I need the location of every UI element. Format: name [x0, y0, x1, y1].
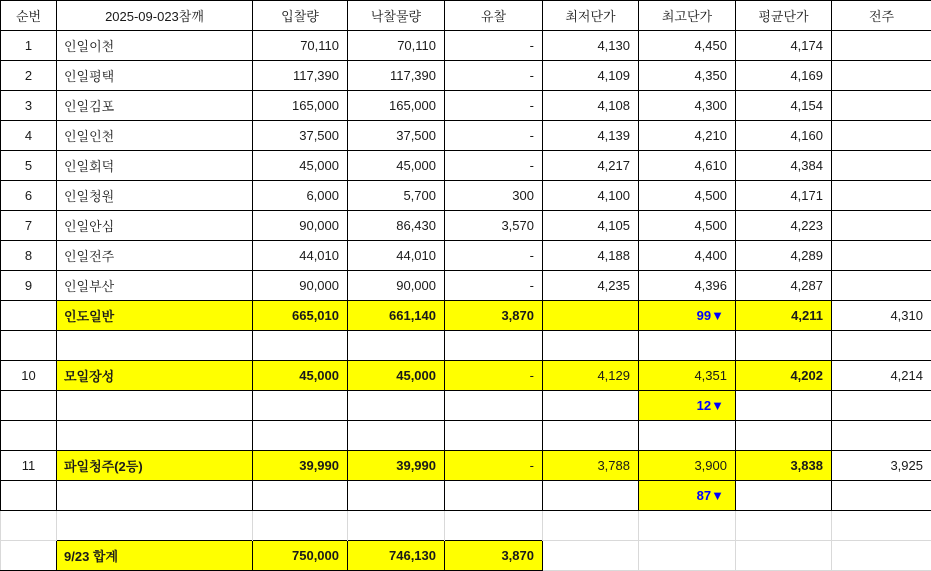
cell-r0-min[interactable]: 4,130 [543, 31, 639, 61]
table-row-data-6 [1, 211, 931, 241]
cell-r15-max[interactable]: 87▼ [639, 481, 736, 511]
cell-r13-name[interactable] [57, 421, 253, 451]
cell-r6-bid[interactable]: 90,000 [253, 211, 348, 241]
cell-r10-bid[interactable] [253, 331, 348, 361]
header-cell-prev[interactable]: 전주 [832, 1, 931, 31]
cell-r13-won[interactable] [348, 421, 445, 451]
table-row-gap-16 [1, 511, 931, 541]
cell-r8-won[interactable]: 90,000 [348, 271, 445, 301]
cell-r16-no[interactable] [1, 511, 57, 541]
cell-r1-max[interactable]: 4,350 [639, 61, 736, 91]
cell-r11-won[interactable]: 45,000 [348, 361, 445, 391]
table-row-data-8 [1, 271, 931, 301]
cell-r16-max[interactable] [639, 511, 736, 541]
table-row-delta-12 [1, 391, 931, 421]
table-row-data-2 [1, 91, 931, 121]
cell-r5-prev[interactable] [832, 181, 931, 211]
cell-r0-prev[interactable] [832, 31, 931, 61]
cell-r9-avg[interactable]: 4,211 [736, 301, 832, 331]
cell-r17-failed[interactable]: 3,870 [445, 541, 543, 571]
table-row-data-5 [1, 181, 931, 211]
cell-r3-failed[interactable]: - [445, 121, 543, 151]
cell-r1-avg[interactable]: 4,169 [736, 61, 832, 91]
header-cell-min[interactable]: 최저단가 [543, 1, 639, 31]
cell-r9-max[interactable]: 99▼ [639, 301, 736, 331]
cell-r6-failed[interactable]: 3,570 [445, 211, 543, 241]
cell-r16-min[interactable] [543, 511, 639, 541]
cell-r1-won[interactable]: 117,390 [348, 61, 445, 91]
cell-r13-failed[interactable] [445, 421, 543, 451]
cell-r2-name[interactable]: 인일김포 [57, 91, 253, 121]
cell-r1-bid[interactable]: 117,390 [253, 61, 348, 91]
cell-r12-max[interactable]: 12▼ [639, 391, 736, 421]
cell-r13-max[interactable] [639, 421, 736, 451]
cell-r16-failed[interactable] [445, 511, 543, 541]
cell-r9-prev[interactable]: 4,310 [832, 301, 931, 331]
cell-r5-no[interactable]: 6 [1, 181, 57, 211]
cell-r4-bid[interactable]: 45,000 [253, 151, 348, 181]
cell-r11-name[interactable]: 모일장성 [57, 361, 253, 391]
cell-r13-prev[interactable] [832, 421, 931, 451]
cell-r9-won[interactable]: 661,140 [348, 301, 445, 331]
cell-r3-prev[interactable] [832, 121, 931, 151]
cell-r6-min[interactable]: 4,105 [543, 211, 639, 241]
cell-r7-min[interactable]: 4,188 [543, 241, 639, 271]
cell-r14-min[interactable]: 3,788 [543, 451, 639, 481]
cell-r14-bid[interactable]: 39,990 [253, 451, 348, 481]
cell-r3-min[interactable]: 4,139 [543, 121, 639, 151]
cell-r0-no[interactable]: 1 [1, 31, 57, 61]
cell-r2-avg[interactable]: 4,154 [736, 91, 832, 121]
cell-r1-min[interactable]: 4,109 [543, 61, 639, 91]
cell-r4-max[interactable]: 4,610 [639, 151, 736, 181]
header-cell-name[interactable]: 2025-09-023참깨 [57, 1, 253, 31]
cell-r15-won[interactable] [348, 481, 445, 511]
cell-r14-failed[interactable]: - [445, 451, 543, 481]
cell-r4-prev[interactable] [832, 151, 931, 181]
cell-r5-max[interactable]: 4,500 [639, 181, 736, 211]
cell-r7-name[interactable]: 인일전주 [57, 241, 253, 271]
cell-r5-min[interactable]: 4,100 [543, 181, 639, 211]
table-row-data-3 [1, 121, 931, 151]
table-row-data-7 [1, 241, 931, 271]
cell-r8-bid[interactable]: 90,000 [253, 271, 348, 301]
header-cell-failed[interactable]: 유찰 [445, 1, 543, 31]
cell-r6-prev[interactable] [832, 211, 931, 241]
cell-r2-min[interactable]: 4,108 [543, 91, 639, 121]
cell-r17-max[interactable] [639, 541, 736, 571]
cell-r5-avg[interactable]: 4,171 [736, 181, 832, 211]
cell-r15-bid[interactable] [253, 481, 348, 511]
cell-r2-failed[interactable]: - [445, 91, 543, 121]
cell-r6-max[interactable]: 4,500 [639, 211, 736, 241]
cell-r3-no[interactable]: 4 [1, 121, 57, 151]
table-row-data-1 [1, 61, 931, 91]
cell-r17-won[interactable]: 746,130 [348, 541, 445, 571]
cell-r13-no[interactable] [1, 421, 57, 451]
cell-r10-max[interactable] [639, 331, 736, 361]
cell-r3-avg[interactable]: 4,160 [736, 121, 832, 151]
cell-r2-won[interactable]: 165,000 [348, 91, 445, 121]
cell-r10-won[interactable] [348, 331, 445, 361]
cell-r7-prev[interactable] [832, 241, 931, 271]
cell-r13-avg[interactable] [736, 421, 832, 451]
cell-r4-no[interactable]: 5 [1, 151, 57, 181]
cell-r12-min[interactable] [543, 391, 639, 421]
cell-r2-max[interactable]: 4,300 [639, 91, 736, 121]
cell-r0-bid[interactable]: 70,110 [253, 31, 348, 61]
cell-r15-failed[interactable] [445, 481, 543, 511]
cell-r12-avg[interactable] [736, 391, 832, 421]
cell-r6-won[interactable]: 86,430 [348, 211, 445, 241]
cell-r14-prev[interactable]: 3,925 [832, 451, 931, 481]
header-cell-max[interactable]: 최고단가 [639, 1, 736, 31]
cell-r16-bid[interactable] [253, 511, 348, 541]
cell-r10-no[interactable] [1, 331, 57, 361]
cell-r16-avg[interactable] [736, 511, 832, 541]
cell-r0-max[interactable]: 4,450 [639, 31, 736, 61]
cell-r9-failed[interactable]: 3,870 [445, 301, 543, 331]
cell-r1-prev[interactable] [832, 61, 931, 91]
cell-r8-no[interactable]: 9 [1, 271, 57, 301]
cell-r2-bid[interactable]: 165,000 [253, 91, 348, 121]
cell-r14-max[interactable]: 3,900 [639, 451, 736, 481]
cell-r12-no[interactable] [1, 391, 57, 421]
cell-r3-name[interactable]: 인일인천 [57, 121, 253, 151]
cell-r0-avg[interactable]: 4,174 [736, 31, 832, 61]
cell-r7-bid[interactable]: 44,010 [253, 241, 348, 271]
cell-r9-min[interactable] [543, 301, 639, 331]
table-row-highlight-14 [1, 451, 931, 481]
cell-r7-max[interactable]: 4,400 [639, 241, 736, 271]
header-row [1, 1, 931, 31]
cell-r15-no[interactable] [1, 481, 57, 511]
cell-r7-failed[interactable]: - [445, 241, 543, 271]
cell-r4-won[interactable]: 45,000 [348, 151, 445, 181]
cell-r8-failed[interactable]: - [445, 271, 543, 301]
header-cell-won[interactable]: 낙찰물량 [348, 1, 445, 31]
cell-r1-name[interactable]: 인일평택 [57, 61, 253, 91]
cell-r13-min[interactable] [543, 421, 639, 451]
cell-r4-avg[interactable]: 4,384 [736, 151, 832, 181]
cell-r12-prev[interactable] [832, 391, 931, 421]
cell-r7-no[interactable]: 8 [1, 241, 57, 271]
cell-r15-name[interactable] [57, 481, 253, 511]
header-cell-no[interactable]: 순번 [1, 1, 57, 31]
cell-r7-won[interactable]: 44,010 [348, 241, 445, 271]
cell-r4-min[interactable]: 4,217 [543, 151, 639, 181]
cell-r9-name[interactable]: 인도일반 [57, 301, 253, 331]
cell-r17-no[interactable] [1, 541, 57, 571]
cell-r17-bid[interactable]: 750,000 [253, 541, 348, 571]
cell-r5-name[interactable]: 인일청원 [57, 181, 253, 211]
cell-r14-won[interactable]: 39,990 [348, 451, 445, 481]
table-row-data-0 [1, 31, 931, 61]
cell-r11-max[interactable]: 4,351 [639, 361, 736, 391]
cell-r8-max[interactable]: 4,396 [639, 271, 736, 301]
table-row-empty-13 [1, 421, 931, 451]
cell-r3-bid[interactable]: 37,500 [253, 121, 348, 151]
table-row-subtotal-9 [1, 301, 931, 331]
cell-r8-min[interactable]: 4,235 [543, 271, 639, 301]
cell-r5-bid[interactable]: 6,000 [253, 181, 348, 211]
cell-r3-won[interactable]: 37,500 [348, 121, 445, 151]
cell-r1-no[interactable]: 2 [1, 61, 57, 91]
table-row-data-4 [1, 151, 931, 181]
table-body [1, 31, 931, 571]
cell-r6-no[interactable]: 7 [1, 211, 57, 241]
cell-r9-bid[interactable]: 665,010 [253, 301, 348, 331]
cell-r10-avg[interactable] [736, 331, 832, 361]
cell-r12-won[interactable] [348, 391, 445, 421]
cell-r11-bid[interactable]: 45,000 [253, 361, 348, 391]
cell-r2-prev[interactable] [832, 91, 931, 121]
cell-r11-no[interactable]: 10 [1, 361, 57, 391]
cell-r17-name[interactable]: 9/23 합계 [57, 541, 253, 571]
cell-r2-no[interactable]: 3 [1, 91, 57, 121]
cell-r17-avg[interactable] [736, 541, 832, 571]
cell-r10-failed[interactable] [445, 331, 543, 361]
cell-r12-name[interactable] [57, 391, 253, 421]
cell-r4-failed[interactable]: - [445, 151, 543, 181]
cell-r17-min[interactable] [543, 541, 639, 571]
cell-r6-avg[interactable]: 4,223 [736, 211, 832, 241]
cell-r8-name[interactable]: 인일부산 [57, 271, 253, 301]
cell-r11-failed[interactable]: - [445, 361, 543, 391]
cell-r0-won[interactable]: 70,110 [348, 31, 445, 61]
cell-r6-name[interactable]: 인일안심 [57, 211, 253, 241]
cell-r15-min[interactable] [543, 481, 639, 511]
cell-r5-failed[interactable]: 300 [445, 181, 543, 211]
cell-r0-failed[interactable]: - [445, 31, 543, 61]
cell-r14-no[interactable]: 11 [1, 451, 57, 481]
cell-r14-avg[interactable]: 3,838 [736, 451, 832, 481]
cell-r0-name[interactable]: 인일이천 [57, 31, 253, 61]
cell-r17-prev[interactable] [832, 541, 931, 571]
cell-r8-prev[interactable] [832, 271, 931, 301]
cell-r7-avg[interactable]: 4,289 [736, 241, 832, 271]
cell-r12-failed[interactable] [445, 391, 543, 421]
cell-r15-prev[interactable] [832, 481, 931, 511]
cell-r12-bid[interactable] [253, 391, 348, 421]
table-row-total-17 [1, 541, 931, 571]
header-cell-bid[interactable]: 입찰량 [253, 1, 348, 31]
cell-r10-min[interactable] [543, 331, 639, 361]
cell-r11-prev[interactable]: 4,214 [832, 361, 931, 391]
table-row-delta-15 [1, 481, 931, 511]
cell-r3-max[interactable]: 4,210 [639, 121, 736, 151]
cell-r9-no[interactable] [1, 301, 57, 331]
cell-r11-avg[interactable]: 4,202 [736, 361, 832, 391]
cell-r16-name[interactable] [57, 511, 253, 541]
cell-r1-failed[interactable]: - [445, 61, 543, 91]
cell-r16-won[interactable] [348, 511, 445, 541]
cell-r16-prev[interactable] [832, 511, 931, 541]
header-cell-avg[interactable]: 평균단가 [736, 1, 832, 31]
cell-r11-min[interactable]: 4,129 [543, 361, 639, 391]
cell-r10-prev[interactable] [832, 331, 931, 361]
cell-r14-name[interactable]: 파일청주(2등) [57, 451, 253, 481]
table-row-highlight-11 [1, 361, 931, 391]
cell-r10-name[interactable] [57, 331, 253, 361]
table-row-empty-10 [1, 331, 931, 361]
cell-r4-name[interactable]: 인일회덕 [57, 151, 253, 181]
cell-r5-won[interactable]: 5,700 [348, 181, 445, 211]
cell-r13-bid[interactable] [253, 421, 348, 451]
cell-r8-avg[interactable]: 4,287 [736, 271, 832, 301]
cell-r15-avg[interactable] [736, 481, 832, 511]
